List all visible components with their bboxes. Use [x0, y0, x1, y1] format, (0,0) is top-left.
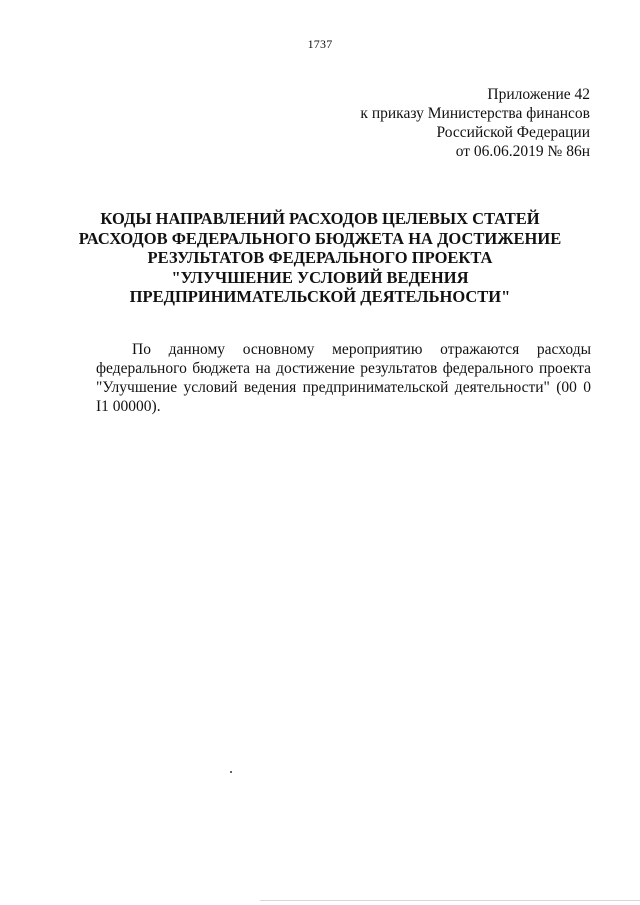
appendix-order-reference: к приказу Министерства финансов: [360, 105, 590, 122]
scan-edge-line: [260, 900, 640, 901]
page-number: 1737: [307, 37, 333, 51]
title-line-1: КОДЫ НАПРАВЛЕНИЙ РАСХОДОВ ЦЕЛЕВЫХ СТАТЕЙ: [100, 209, 540, 228]
appendix-date-number: от 06.06.2019 № 86н: [455, 143, 590, 160]
title-line-4: "УЛУЧШЕНИЕ УСЛОВИЙ ВЕДЕНИЯ: [171, 267, 469, 287]
scan-artifact-dot: [230, 771, 232, 773]
body-paragraph: По данному основному мероприятию отражаются расходы федерального бюджета на достижение результатов федерального проекта "Улучшение условий ведения предпринимательской деятельности" (00 0 I1 00000).: [96, 341, 591, 415]
document-title: [60, 209, 580, 307]
title-line-5: ПРЕДПРИНИМАТЕЛЬСКОЙ ДЕЯТЕЛЬНОСТИ": [129, 287, 511, 306]
appendix-block: [360, 85, 590, 161]
title-line-3: РЕЗУЛЬТАТОВ ФЕДЕРАЛЬНОГО ПРОЕКТА: [147, 248, 493, 267]
appendix-number: Приложение 42: [487, 86, 590, 103]
appendix-country: Российской Федерации: [436, 124, 590, 141]
title-line-2: РАСХОДОВ ФЕДЕРАЛЬНОГО БЮДЖЕТА НА ДОСТИЖЕНИЕ: [78, 228, 562, 248]
